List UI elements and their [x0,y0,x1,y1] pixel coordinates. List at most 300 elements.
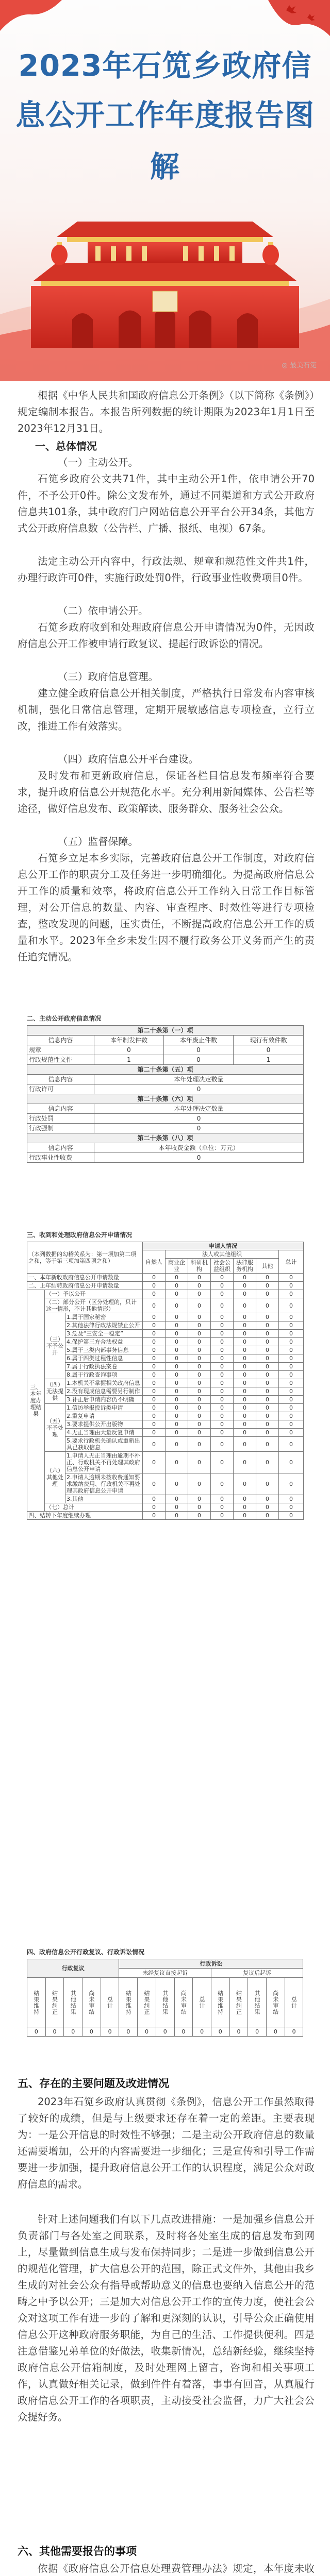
table-value-cell: 0 [143,1512,166,1520]
table-value-cell: 0 [211,1396,234,1404]
table-value-cell: 0 [188,1503,211,1512]
table-header-cell: 科研机构 [188,1259,211,1274]
table-cell: 0 [94,1153,304,1163]
table-value-cell: 0 [279,1354,304,1363]
section-heading-overview: 一、总体情况 [35,440,97,452]
table-header-cell: 其他结果 [156,1978,174,2027]
table-value-cell: 0 [143,1420,166,1429]
table-value-cell: 0 [188,1452,211,1473]
table-value-cell: 0 [279,1379,304,1387]
table-value-cell: 0 [256,1503,279,1512]
table-value-cell: 0 [138,2027,156,2037]
table-value-cell: 0 [266,2027,285,2037]
table-header-cell: 总计 [285,1978,303,2027]
table-value-cell: 0 [143,1313,166,1321]
table-value-cell: 0 [166,1495,188,1503]
table-value-cell: 0 [143,1396,166,1404]
paragraph-problems: 2023年石笕乡政府认真贯彻《条例》，信息公开工作虽然取得了较好的成绩，但是与上级要求还存在着一定的差距。主要表现为：一是公开信息的时效性不够强；二是主动公开政府信息的数量还需要增加，公开的内容需要进一步细化；三是宣传和引导工作需要进一步加强，提升政府信息公开工作的认识程度，满足公众对政府信息的需求。 [18,2096,315,2190]
table-value-cell: 0 [211,2027,229,2037]
table-header-cell: 结果维持 [119,1978,138,2027]
table-value-cell: 0 [229,2027,248,2037]
table-header-cell: 总计 [193,1978,211,2027]
table-row-label: 3.其他 [65,1495,143,1503]
table-value-cell: 0 [166,1354,188,1363]
paragraph-supervision: 石笕乡立足本乡实际，完善政府信息公开工作制度，对政府信息公开工作的职责分工及任务进一步明确细化。为提高政府信息公开工作的质量和效率，将政府信息公开工作纳入日常工作目标管理，对公开信息的数量、内容、审查程序、时效性等进行专项检查，整改发现的问题，压实责任，不断提高政府信息公开工作的质量和水平。2023年全乡未发生因不履行政务公开义务而产生的责任追究情况。 [18,852,315,963]
table-value-cell: 0 [188,1437,211,1452]
table-value-cell: 0 [279,1274,304,1282]
table-value-cell: 0 [143,1338,166,1346]
subheading-on-request: （二）依申请公开。 [58,605,148,617]
table-row-label: 2.重复申请 [65,1412,143,1420]
section-heading-problems: 五、存在的主要问题及改进情况 [18,2077,169,2090]
table-row-label: 1.信访举报投诉类申请 [65,1404,143,1412]
table-value-cell: 0 [256,1452,279,1473]
table-value-cell: 0 [279,1404,304,1412]
table-value-cell: 0 [256,1379,279,1387]
table-header-cell: 现行有效件数 [234,1036,304,1045]
table-row-label: 一、本年新收政府信息公开申请数量 [27,1274,143,1282]
table-cell: 行政规范性文件 [27,1055,94,1065]
table-header-cell: 社会公益组织 [211,1259,234,1274]
table-header-cell: 自然人 [143,1250,166,1274]
table-cell: 行政强制 [27,1124,94,1133]
table-value-cell: 0 [143,1298,166,1313]
source-watermark: ◎ 最美石笕 [282,362,317,369]
table-value-cell: 0 [166,1313,188,1321]
table-value-cell: 0 [234,1437,256,1452]
table-value-cell: 0 [256,1290,279,1298]
table-row-label: 1.申请人无正当理由逾期不补正、行政机关不再处理其政府信息公开申请 [65,1452,143,1473]
table-value-cell: 0 [279,1429,304,1437]
table-value-cell: 0 [256,1321,279,1330]
table-value-cell: 0 [143,1452,166,1473]
table-value-cell: 0 [279,1473,304,1495]
table-header-cell: 信息内容 [27,1143,94,1153]
table-value-cell: 0 [82,2027,101,2037]
table-value-cell: 0 [143,1404,166,1412]
table-value-cell: 0 [234,1282,256,1290]
table-value-cell: 0 [188,1363,211,1371]
table-row-label: 三、本年度办理结果 [27,1290,45,1512]
table-value-cell: 0 [279,1503,304,1512]
table-value-cell: 0 [234,1452,256,1473]
table-value-cell: 0 [188,1387,211,1396]
table-value-cell: 0 [256,1473,279,1495]
table-cell: 0 [164,1055,234,1065]
table-row-label: 2.申请人逾期未按收费通知要求缴纳费用、行政机关不再处理其政府信息公开申请 [65,1473,143,1495]
table-value-cell: 0 [211,1429,234,1437]
table-cell: 1 [234,1055,304,1065]
table-value-cell: 0 [211,1371,234,1379]
table-header-cell: 本年处理决定数量 [94,1104,304,1114]
table-value-cell: 0 [211,1321,234,1330]
table-value-cell: 0 [143,1429,166,1437]
table-value-cell: 0 [166,1429,188,1437]
table-header-cell: 本年废止件数 [164,1036,234,1045]
table-header-cell: 商业企业 [166,1259,188,1274]
table-value-cell: 0 [188,1338,211,1346]
table-value-cell: 0 [166,1330,188,1338]
paragraph-improvements: 针对上述问题我们有以下几点改进措施：一是加强乡信息公开负责部门与各处室之间联系，及时将各处室生成的信息发布到网上，尽量做到信息生成与发布保持同步；二是进一步做到信息公开的规范化管理，扩大信息公开的范围，除正式文件外，其他由我乡生成的对社会公众有指导或帮助意义的信息也要纳入信息公开的范畴之中予以公开；三是加大对信息公开工作的宣传力度，使社会公众对这项工作有进一步的了解和更深刻的认识，引导公众正确使用信息公开这种政府服务职能，为自己的生活、工作提供便利。四是注意借鉴兄弟单位的好做法，收集新情况，总结新经验，继续坚持政府信息公开信箱制度，及时处理网上留言，咨询和相关事项工作，认真做好相关记录，做到件件有着落，事事有回音，从真履行政府信息公开工作的各项职责，主动接受社会监督，力广大社会公众提好务。 [18,2213,315,2423]
table-value-cell: 0 [256,1387,279,1396]
table-value-cell: 0 [256,1363,279,1371]
table-value-cell: 0 [188,1396,211,1404]
table-value-cell: 0 [234,1473,256,1495]
table-value-cell: 0 [211,1274,234,1282]
banner-title-line-1: 2023年石笕乡政府信 [18,49,312,83]
table1-block3-title: 第二十条第（六）项 [27,1094,304,1104]
table-header-cell: 信息内容 [27,1075,94,1084]
table-cell: 0 [164,1045,234,1055]
table-row-label: 3.补正后申请内容仍不明确 [65,1396,143,1404]
subheading-active-disclosure: （一）主动公开。 [58,456,139,468]
table-value-cell: 0 [279,1452,304,1473]
table-row-label: 8.属于行政查询事项 [65,1371,143,1379]
table-value-cell: 0 [248,2027,267,2037]
table-value-cell: 0 [143,1503,166,1512]
table-value-cell: 0 [166,1371,188,1379]
active-disclosure-table [27,1025,304,1163]
table-value-cell: 0 [143,1354,166,1363]
table-header-cell: 尚未审结 [174,1978,193,2027]
table-value-cell: 0 [279,1290,304,1298]
table-header-cell: 结果纠正 [138,1978,156,2027]
paragraph-statutory-content: 法定主动公开内容中，行政法规、规章和规范性文件共1件，办理行政许可0件，实施行政处罚0件，行政事业性收费项目0件。 [18,555,315,584]
table-value-cell: 0 [234,1412,256,1420]
table-value-cell: 0 [188,1290,211,1298]
table-value-cell: 0 [211,1354,234,1363]
table-cell: 0 [94,1114,304,1124]
table-value-cell: 0 [166,1437,188,1452]
table-value-cell: 0 [234,1313,256,1321]
table-value-cell: 0 [188,1371,211,1379]
table-value-cell: 0 [143,1330,166,1338]
table-value-cell: 0 [143,1321,166,1330]
table-value-cell: 0 [188,1274,211,1282]
table-value-cell: 0 [234,1404,256,1412]
table-value-cell: 0 [188,1404,211,1412]
table-value-cell: 0 [166,1404,188,1412]
table-header-cell: 本年收费金额（单位：万元） [94,1143,304,1153]
table-row-label: 1.属于国家秘密 [65,1313,143,1321]
table-value-cell: 0 [211,1313,234,1321]
table-cell: 行政处罚 [27,1114,94,1124]
table-value-cell: 0 [211,1338,234,1346]
table-header-cell: 行政诉讼 [119,1959,303,1969]
table-value-cell: 0 [256,1404,279,1412]
table-value-cell: 0 [188,1346,211,1354]
table-value-cell: 0 [166,1387,188,1396]
table-value-cell: 0 [143,1412,166,1420]
table-value-cell: 0 [188,1420,211,1429]
table-value-cell: 0 [279,1338,304,1346]
table-value-cell: 0 [234,1274,256,1282]
table1-block2-title: 第二十条第（五）项 [27,1065,304,1075]
table-value-cell: 0 [143,1363,166,1371]
table-value-cell: 0 [256,1420,279,1429]
table-value-cell: 0 [211,1387,234,1396]
table-row-label: 5.属于三类内部事务信息 [65,1346,143,1354]
table-value-cell: 0 [256,1330,279,1338]
table-cell: 规章 [27,1045,94,1055]
table-header-cell: 其他结果 [64,1978,82,2027]
table-value-cell: 0 [188,1330,211,1338]
table-value-cell: 0 [211,1412,234,1420]
table-value-cell: 0 [279,1512,304,1520]
table-header-cell: 结果纠正 [229,1978,248,2027]
table-value-cell: 0 [279,1363,304,1371]
table-value-cell: 0 [256,1512,279,1520]
table2-caption: 三、收到和处理政府信息公开申请情况 [27,1231,133,1239]
table-header-cell: 本年制发件数 [94,1036,164,1045]
table-cell: 0 [94,1124,304,1133]
table-value-cell: 0 [166,1290,188,1298]
table-value-cell: 0 [211,1404,234,1412]
table-row-label: 二、上年结转政府信息公开申请数量 [27,1282,143,1290]
table-value-cell: 0 [211,1452,234,1473]
table-header-cell: 法人或其他组织 [166,1250,279,1259]
table-header-cell: 本年处理决定数量 [94,1075,304,1084]
table-value-cell: 0 [279,1330,304,1338]
table-value-cell: 0 [211,1298,234,1313]
table-value-cell: 0 [234,1387,256,1396]
table-value-cell: 0 [101,2027,119,2037]
table-value-cell: 0 [143,1387,166,1396]
table-header-cell: 行政复议 [27,1959,119,1978]
table-header-cell: 法律服务机构 [234,1259,256,1274]
table-value-cell: 0 [188,1354,211,1363]
section-heading-other-matters: 六、其他需要报告的事项 [18,2545,137,2557]
table-value-cell: 0 [279,1437,304,1452]
table-value-cell: 0 [188,1429,211,1437]
table-cell: 0 [94,1045,164,1055]
table-value-cell: 0 [143,1495,166,1503]
table-value-cell: 0 [256,1371,279,1379]
table-header-cell: 信息内容 [27,1036,94,1045]
table-value-cell: 0 [188,1379,211,1387]
table3-caption: 四、政府信息公开行政复议、行政诉讼情况 [27,1948,145,1956]
table-header-cell: 申请人情况 [143,1242,304,1250]
table-value-cell: 0 [279,1420,304,1429]
table-value-cell: 0 [234,1420,256,1429]
table-value-cell: 0 [211,1420,234,1429]
banner-title-line-2: 息公开工作年度报告图 [15,98,315,132]
table-value-cell: 0 [234,1346,256,1354]
subheading-info-management: （三）政府信息管理。 [58,671,159,683]
table-value-cell: 0 [188,1282,211,1290]
table-cell: 1 [94,1055,164,1065]
table-value-cell: 0 [188,1313,211,1321]
table-value-cell: 0 [188,1512,211,1520]
table1-block1-title: 第二十条第（一）项 [27,1026,304,1036]
table-value-cell: 0 [234,1321,256,1330]
table-value-cell: 0 [166,1503,188,1512]
table-value-cell: 0 [166,1412,188,1420]
table-value-cell: 0 [143,1346,166,1354]
table-value-cell: 0 [256,1346,279,1354]
table-value-cell: 0 [188,1412,211,1420]
table-row-label: 2.其他法律行政法规禁止公开 [65,1321,143,1330]
table-value-cell: 0 [234,1338,256,1346]
table-value-cell: 0 [234,1354,256,1363]
table-value-cell: 0 [256,1429,279,1437]
table-value-cell: 0 [234,1363,256,1371]
table-value-cell: 0 [211,1379,234,1387]
paragraph-info-management: 建立健全政府信息公开相关制度，严格执行日常发布内容审核机制，强化日常信息管理，定期开展敏感信息专项检查，立行立改，推进工作有效落实。 [18,687,315,732]
table-value-cell: 0 [279,1495,304,1503]
table-value-cell: 0 [166,1420,188,1429]
table-value-cell: 0 [188,1321,211,1330]
table-row-label: （一）予以公开 [45,1290,143,1298]
table-value-cell: 0 [211,1473,234,1495]
table-value-cell: 0 [234,1330,256,1338]
table-value-cell: 0 [166,1473,188,1495]
table-value-cell: 0 [143,1290,166,1298]
paragraph-active-disclosure: 石笕乡政府公文共71件，其中主动公开1件，依申请公开70件，不予公开0件。除公文发布外，通过不同渠道和方式公开政府信息共101条，其中政府门户网站信息公开平台公开34条，其他方式公开政府信息数（公告栏、广播、报纸、电视）67条。 [18,473,315,534]
paragraph-on-request: 石笕乡政府收到和处理政府信息公开申请情况为0件，无因政府信息公开工作被申请行政复议、提起行政诉讼的情况。 [18,621,315,650]
table-header-cell: 总计 [279,1250,304,1274]
table-value-cell: 0 [166,1512,188,1520]
table-value-cell: 0 [166,1298,188,1313]
table-header-cell: 结果纠正 [45,1978,64,2027]
table-value-cell: 0 [256,1412,279,1420]
table-row-label: 1.本机关不掌握相关政府信息 [65,1379,143,1387]
banner-title-line-3: 解 [150,150,180,184]
table-value-cell: 0 [211,1503,234,1512]
table-value-cell: 0 [279,1371,304,1379]
table-value-cell: 0 [166,1274,188,1282]
table-cell: 0 [234,1045,304,1055]
table-value-cell: 0 [211,1290,234,1298]
table1-caption: 二、主动公开政府信息情况 [27,1015,102,1022]
table-value-cell: 0 [166,1282,188,1290]
table-value-cell: 0 [256,1338,279,1346]
table-value-cell: 0 [211,1330,234,1338]
table-value-cell: 0 [256,1282,279,1290]
table-value-cell: 0 [45,2027,64,2037]
table-value-cell: 0 [166,1346,188,1354]
table-header-cell: 其他结果 [248,1978,267,2027]
table-value-cell: 0 [234,1512,256,1520]
table-row-label: 四、结转下年度继续办理 [27,1512,143,1520]
table-value-cell: 0 [27,2027,46,2037]
review-lawsuit-table [27,1959,303,2037]
table-value-cell: 0 [234,1503,256,1512]
report-banner [0,0,330,381]
table-header-cell: 信息内容 [27,1104,94,1114]
table-value-cell: 0 [279,1321,304,1330]
table-value-cell: 0 [166,1338,188,1346]
table-value-cell: 0 [174,2027,193,2037]
table-value-cell: 0 [156,2027,174,2037]
table-value-cell: 0 [188,1495,211,1503]
table-row-label: 4.无正当理由大量反复申请 [65,1429,143,1437]
table-row-label: 6.属于四类过程性信息 [65,1354,143,1363]
table-value-cell: 0 [234,1396,256,1404]
table-value-cell: 0 [166,1452,188,1473]
table-value-cell: 0 [166,1363,188,1371]
table-row-label: （三）不予公开 [45,1313,65,1379]
paragraph-platform: 及时发布和更新政府信息，保证各栏目信息发布频率符合要求，提升政府信息公开规范化水平。充分利用新闻媒体、公告栏等途径，做好信息发布、政策解读、服务群众、服务社会公众。 [18,770,315,815]
table-value-cell: 0 [166,1321,188,1330]
table-header-cell: 尚未审结 [82,1978,101,2027]
table-cell: 行政事业性收费 [27,1153,94,1163]
table-value-cell: 0 [256,1298,279,1313]
table-header-cell: 未经复议直接起诉 [119,1969,211,1978]
table-row-label: 4.保护第三方合法权益 [65,1338,143,1346]
table-row-label: （六）其他处理 [45,1452,65,1503]
table-value-cell: 0 [143,1379,166,1387]
table-header-cell: 总计 [101,1978,119,2027]
table-value-cell: 0 [211,1495,234,1503]
table-header-cell: 结果维持 [211,1978,229,2027]
table-value-cell: 0 [234,1379,256,1387]
table-row-label: 3.要求提供公开出版物 [65,1420,143,1429]
subheading-platform: （四）政府信息公开平台建设。 [58,753,199,765]
table-value-cell: 0 [166,1396,188,1404]
table-value-cell: 0 [279,1396,304,1404]
table-value-cell: 0 [211,1363,234,1371]
table-value-cell: 0 [143,1371,166,1379]
table-value-cell: 0 [119,2027,138,2037]
table-value-cell: 0 [143,1437,166,1452]
paragraph-other-matters: 依据《政府信息公开信息处理费管理办法》规定，本年度未收 [38,2563,315,2574]
table-value-cell: 0 [211,1437,234,1452]
table-value-cell: 0 [64,2027,82,2037]
tiananmen-illustration-icon [0,185,330,381]
table-value-cell: 0 [234,1298,256,1313]
table-value-cell: 0 [279,1298,304,1313]
table-row-label: （四）无法提供 [45,1379,65,1404]
table-value-cell: 0 [143,1274,166,1282]
table-row-label: （二）部分公开（区分处理的，只计这一情形，不计其他情形） [45,1298,143,1313]
table-value-cell: 0 [188,1298,211,1313]
red-flag-decoration-icon [0,0,330,52]
table-value-cell: 0 [256,1396,279,1404]
table-row-label: （七）总计 [45,1503,143,1512]
table-row-label: 7.属于行政执法案卷 [65,1363,143,1371]
table-value-cell: 0 [256,1274,279,1282]
table-row-label: 5.要求行政机关确认或重新出具已获取信息 [65,1437,143,1452]
table-value-cell: 0 [234,1290,256,1298]
table-header-cell: 尚未审结 [266,1978,285,2027]
table-value-cell: 0 [279,1387,304,1396]
table-cell: 0 [94,1084,304,1094]
table-value-cell: 0 [256,1495,279,1503]
table-value-cell: 0 [166,1379,188,1387]
table-value-cell: 0 [211,1346,234,1354]
subheading-supervision: （五）监督保障。 [58,836,139,848]
table-cell: 行政许可 [27,1084,94,1094]
table-value-cell: 0 [143,1282,166,1290]
intro-paragraph: 根据《中华人民共和国政府信息公开条例》（以下简称《条例》）规定编制本报告。本报告所列数据的统计期限为2023年1月1日至2023年12月31日。 [18,389,315,434]
table-value-cell: 0 [256,1437,279,1452]
table-value-cell: 0 [279,1346,304,1354]
table-value-cell: 0 [211,1282,234,1290]
table-value-cell: 0 [234,1371,256,1379]
table-value-cell: 0 [279,1313,304,1321]
table-row-label: 2.没有现成信息需要另行制作 [65,1387,143,1396]
table-row-label: （五）不予处理 [45,1404,65,1452]
table-value-cell: 0 [193,2027,211,2037]
table-row-label: 3.危及“三安全一稳定” [65,1330,143,1338]
table-value-cell: 0 [234,1495,256,1503]
table-value-cell: 0 [234,1429,256,1437]
table-value-cell: 0 [279,1412,304,1420]
table-header-cell: 复议后起诉 [211,1969,303,1978]
table-value-cell: 0 [285,2027,303,2037]
table-value-cell: 0 [211,1512,234,1520]
